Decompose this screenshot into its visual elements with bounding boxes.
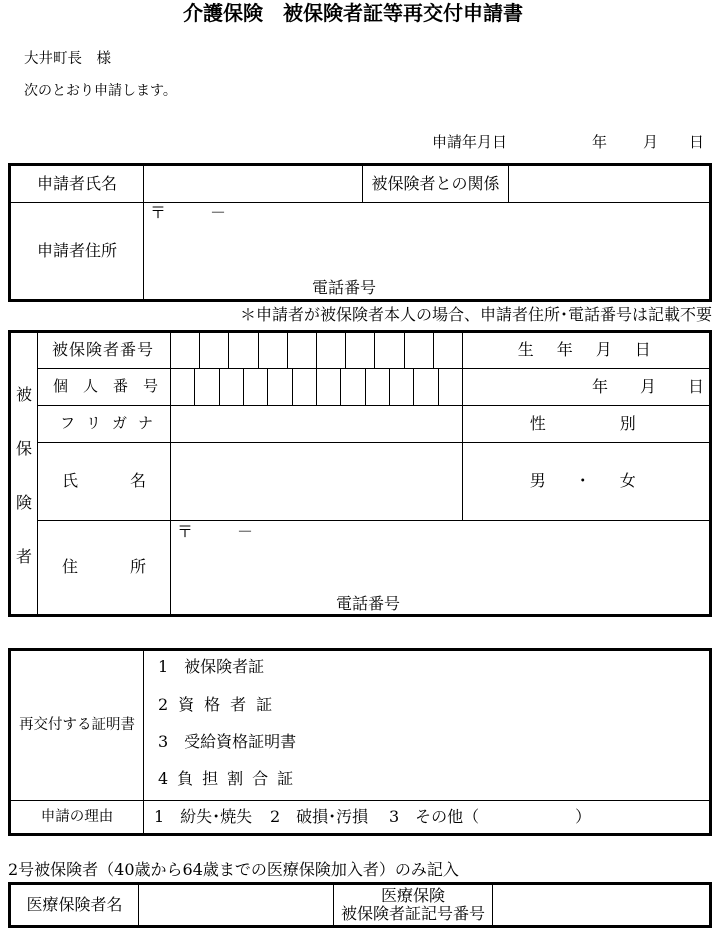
individual-number-label-cell [38,369,171,406]
postal-code-mark: 〒 － [150,203,226,222]
insured-number-boxes [171,333,463,369]
individual-number-digit-box[interactable] [293,369,317,405]
insurer-name-label: 医療保険者名 [26,894,123,914]
insurer-name-field[interactable] [139,885,334,925]
insured-number-digit-box[interactable] [259,333,288,368]
reason-option[interactable]: 1 紛失･焼失 [154,807,253,826]
individual-number-digit-box[interactable] [317,369,341,405]
individual-number-digit-box[interactable] [220,369,244,405]
birth-date-label: 生 年 月 日 [517,340,655,360]
certificate-option[interactable]: 3 受給資格証明書 [158,732,297,751]
individual-number-label: 個 人 番 号 [53,377,159,396]
certificate-options-cell [144,651,709,801]
card-number-label-line2: 被保険者証記号番号 [340,904,485,923]
applicant-address-field[interactable] [144,203,709,299]
insured-table [8,330,712,617]
applicant-table [8,163,712,302]
insured-number-digit-box[interactable] [405,333,434,368]
furigana-label-cell [38,406,171,443]
relation-label-cell [363,166,509,203]
gender-options-cell[interactable] [463,443,709,521]
gender-label: 性 別 [529,413,643,433]
applicant-note: ＊申請者が被保険者本人の場合、申請者住所･電話番号は記載不要 [239,305,712,324]
addressee: 大井町長 様 [24,51,111,67]
insured-address-label: 住 所 [62,557,148,577]
medical-insurance-table [8,882,712,928]
reason-options-cell [144,801,709,833]
individual-number-digit-box[interactable] [366,369,390,405]
individual-number-digit-box[interactable] [244,369,268,405]
insurer-name-label-cell [11,885,139,925]
insured-number-digit-box[interactable] [200,333,229,368]
card-number-label-cell [334,885,493,925]
reissue-table [8,648,712,836]
insured-postal-code-mark: 〒 － [177,522,253,541]
reason-label-cell [11,801,144,833]
insured-name-label-cell [38,443,171,521]
application-date-label: 申請年月日 [432,133,508,151]
reason-option[interactable]: 2 破損･汚損 [270,807,369,826]
applicant-phone-label: 電話番号 [312,278,377,297]
category2-note: 2号被保険者（40歳から64歳までの医療保険加入者）のみ記入 [8,860,459,879]
insured-address-label-cell [38,521,171,614]
form-title: 介護保険 被保険者証等再交付申請書 [183,1,523,25]
applicant-name-label: 申請者氏名 [36,173,117,193]
certificate-option[interactable]: 4 負 担 割 合 証 [158,769,290,788]
insured-name-field[interactable] [171,443,463,521]
intro-text: 次のとおり申請します。 [24,83,177,99]
certificate-option[interactable]: 2 資 格 者 証 [158,695,270,714]
certificate-label: 再交付する証明書 [19,717,135,734]
individual-number-digit-box[interactable] [341,369,365,405]
insured-name-label: 氏 名 [62,471,148,491]
gender-options[interactable]: 男 ・ 女 [529,471,643,491]
applicant-address-label-cell [11,203,144,299]
birth-date-label-cell [463,333,709,369]
reason-option[interactable]: 3 その他（ ） [389,807,592,826]
insured-number-digit-box[interactable] [317,333,346,368]
application-date-day[interactable]: 日 [689,133,705,151]
applicant-name-label-cell [11,166,144,203]
card-number-field[interactable] [493,885,709,925]
certificate-option[interactable]: 1 被保険者証 [158,657,265,676]
birth-date-field-units: 年 月 日 [591,376,704,396]
individual-number-digit-box[interactable] [390,369,414,405]
individual-number-digit-box[interactable] [268,369,292,405]
relation-label: 被保険者との関係 [371,173,500,193]
furigana-label: フ リ ガ ナ [60,414,152,433]
insured-address-field[interactable] [171,521,709,614]
applicant-name-field[interactable] [144,166,363,203]
insured-number-digit-box[interactable] [434,333,462,368]
individual-number-digit-box[interactable] [171,369,195,405]
insured-number-digit-box[interactable] [229,333,258,368]
individual-number-boxes [171,369,463,406]
relation-field[interactable] [509,166,709,203]
card-number-label-line1: 医療保険 [380,886,445,905]
individual-number-digit-box[interactable] [195,369,219,405]
insured-phone-label: 電話番号 [336,594,401,613]
application-date-month[interactable]: 月 [643,133,659,151]
gender-label-cell [463,406,709,443]
birth-date-field[interactable] [463,369,709,406]
furigana-field[interactable] [171,406,463,443]
insured-number-label: 被保険者番号 [52,340,155,360]
individual-number-digit-box[interactable] [439,369,462,405]
application-date-year[interactable]: 年 [592,133,608,151]
insured-number-digit-box[interactable] [288,333,317,368]
insured-number-label-cell [38,333,171,369]
applicant-address-label: 申請者住所 [36,240,117,260]
insured-number-digit-box[interactable] [375,333,404,368]
insured-section-label: 被保険者 [16,385,33,566]
insured-number-digit-box[interactable] [346,333,375,368]
insured-section-cell [11,333,38,614]
individual-number-digit-box[interactable] [414,369,438,405]
certificate-label-cell [11,651,144,801]
reason-label: 申請の理由 [40,808,114,825]
insured-number-digit-box[interactable] [171,333,200,368]
